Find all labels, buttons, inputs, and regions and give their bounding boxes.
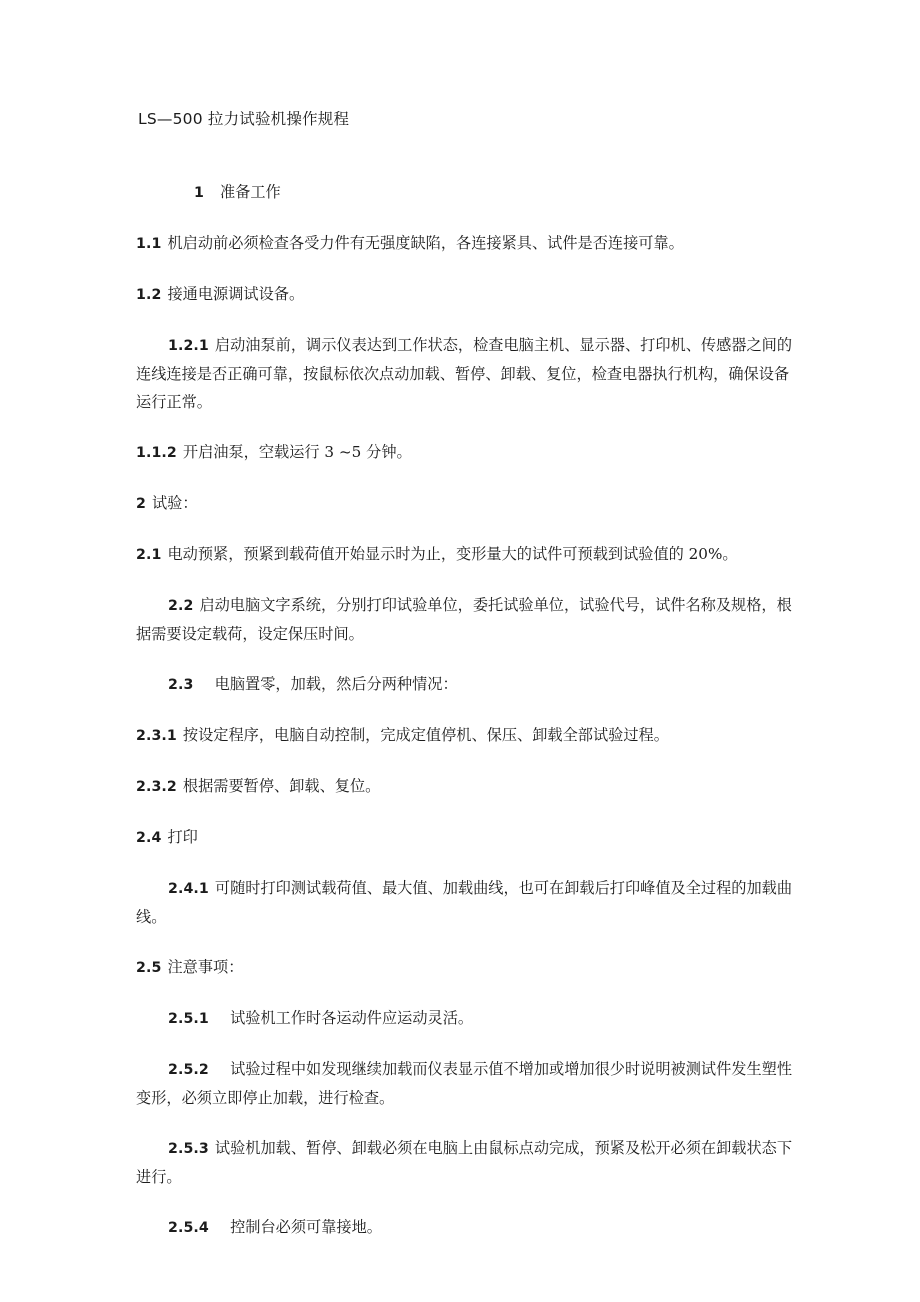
title-spacer (136, 132, 800, 178)
section-number: 1.1 (136, 236, 162, 252)
section-text: 接通电源调试设备。 (167, 285, 305, 303)
section-text: 按设定程序，电脑自动控制，完成定值停机、保压、卸载全部试验过程。 (182, 726, 669, 744)
section-text: 可随时打印测试载荷值、最大值、加载曲线，也可在卸载后打印峰值及全过程的加载曲线。 (136, 879, 793, 926)
section-number: 1.2.1 (168, 338, 209, 354)
section-text: 打印 (167, 828, 198, 846)
section-text: 准备工作 (219, 183, 281, 201)
section-number: 2 (136, 496, 146, 512)
section-text: 试验机加载、暂停、卸载必须在电脑上由鼠标点动完成，预紧及松开必须在卸载状态下进行。 (136, 1139, 793, 1186)
section-text: 控制台必须可靠接地。 (214, 1218, 382, 1236)
paragraph-2-1 (136, 540, 800, 569)
paragraph-2-3 (136, 670, 800, 699)
paragraph-2-3-1 (136, 721, 800, 750)
paragraph-2-5-1 (136, 1004, 800, 1033)
section-number: 2.5 (136, 960, 162, 976)
section-heading-2 (136, 489, 800, 518)
section-text: 开启油泵，空载运行 3 ~5 分钟。 (182, 443, 412, 461)
section-number: 2.4 (136, 830, 162, 846)
section-text: 试验过程中如发现继续加载而仪表显示值不增加或增加很少时说明被测试件发生塑性变形，必须立即停止加载，进行检查。 (136, 1060, 793, 1107)
section-text: 注意事项： (167, 958, 244, 976)
section-number: 2.3.2 (136, 779, 177, 795)
section-text: 电动预紧，预紧到载荷值开始显示时为止，变形量大的试件可预载到试验值的 20%。 (167, 545, 738, 563)
section-number: 2.1 (136, 547, 162, 563)
paragraph-1-1 (136, 229, 800, 258)
paragraph-1-1-2 (136, 438, 800, 467)
section-text: 机启动前必须检查各受力件有无强度缺陷，各连接紧具、试件是否连接可靠。 (167, 234, 684, 252)
paragraph-2-4 (136, 823, 800, 852)
section-number: 2.5.2 (168, 1062, 209, 1078)
section-number: 2.3.1 (136, 728, 177, 744)
paragraph-1-2 (136, 280, 800, 309)
paragraph-1-2-1 (136, 331, 800, 416)
paragraph-2-5-3 (136, 1134, 800, 1191)
section-text: 根据需要暂停、卸载、复位。 (182, 777, 381, 795)
section-text: 试验机工作时各运动件应运动灵活。 (214, 1009, 474, 1027)
paragraph-2-5 (136, 953, 800, 982)
document-title: LS—500 拉力试验机操作规程 (138, 110, 350, 128)
section-number: 2.5.4 (168, 1220, 209, 1236)
section-number: 2.3 (168, 677, 194, 693)
section-number: 1.1.2 (136, 445, 177, 461)
section-number: 2.2 (168, 598, 194, 614)
section-text: 电脑置零，加载，然后分两种情况： (199, 675, 458, 693)
section-text: 启动油泵前，调示仪表达到工作状态，检查电脑主机、显示器、打印机、传感器之间的连线连接是否正确可靠，按鼠标依次点动加载、暂停、卸载、复位，检查电器执行机构，确保设备运行正常。 (136, 336, 793, 411)
paragraph-2-5-2 (136, 1055, 800, 1112)
document-body (136, 106, 800, 1264)
section-heading-1 (136, 178, 800, 207)
paragraph-2-5-4 (136, 1213, 800, 1242)
section-text: 启动电脑文字系统，分别打印试验单位，委托试验单位，试验代号，试件名称及规格，根据需要设定载荷，设定保压时间。 (136, 596, 792, 643)
section-number: 2.5.3 (168, 1141, 209, 1157)
paragraph-2-4-1 (136, 874, 800, 931)
paragraph-2-2 (136, 591, 800, 648)
paragraph-2-3-2 (136, 772, 800, 801)
section-text: 试验： (151, 494, 198, 512)
section-number: 1 (194, 185, 204, 201)
section-number: 2.5.1 (168, 1011, 209, 1027)
section-number: 2.4.1 (168, 881, 209, 897)
section-number: 1.2 (136, 287, 162, 303)
